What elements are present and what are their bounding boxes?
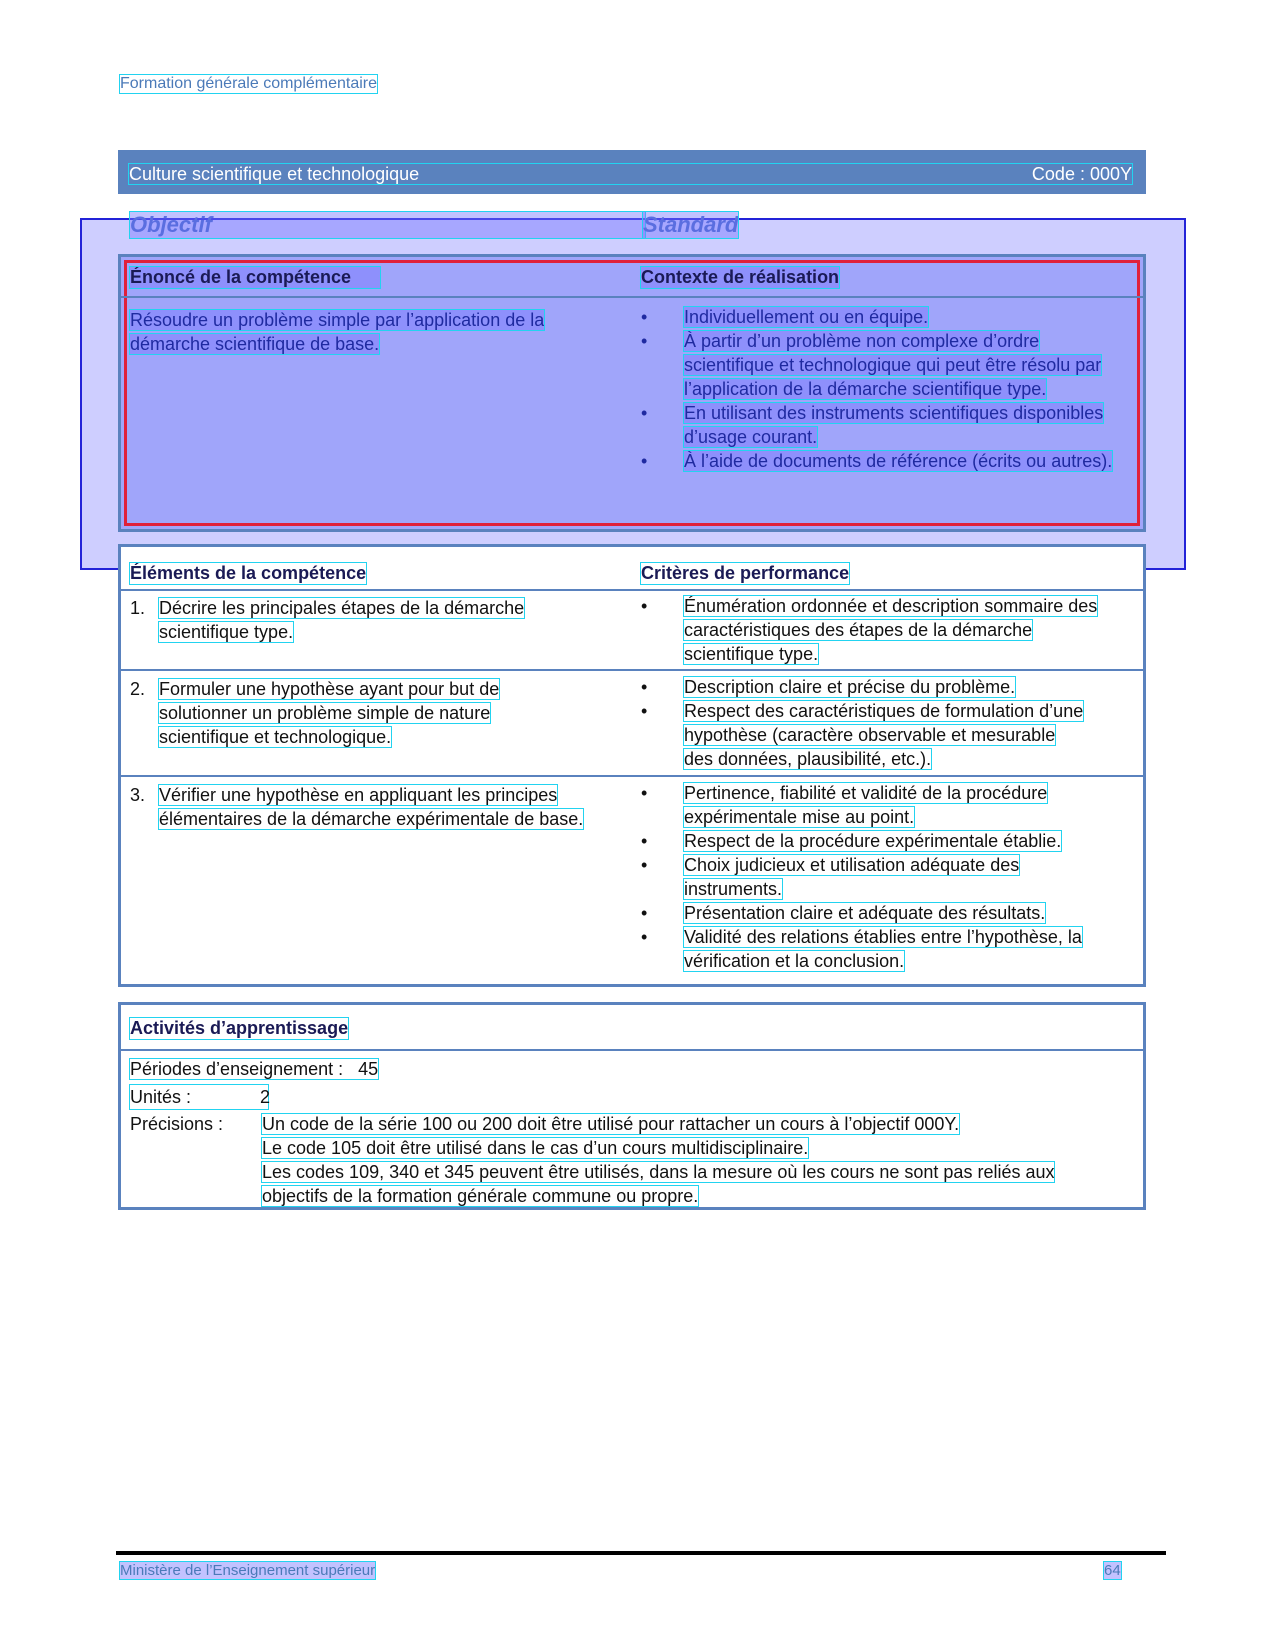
element-number: 2. [130, 679, 146, 699]
course-title-bar [118, 150, 1146, 194]
contexte-header: Contexte de réalisation [641, 267, 840, 287]
criteria-item: • Énumération ordonnée et description sommaire des caractéristiques des étapes de la démarche scientifique type. [641, 594, 1111, 666]
unites-line [130, 1085, 271, 1109]
activites-box [118, 1002, 1146, 1210]
criteria-list [641, 781, 1111, 973]
contexte-item: • À l’aide de documents de référence (écrits ou autres). [641, 449, 1121, 473]
enonce-box [118, 254, 1146, 532]
unites-label: Unités : [130, 1087, 192, 1107]
precisions-label: Précisions : [130, 1114, 224, 1134]
criteria-item: • Respect des caractéristiques de formulation d’une hypothèse (caractère observable et mesurable des données, plausibilité, etc.). [641, 699, 1086, 771]
elements-box [118, 544, 1146, 987]
objectif-heading: Objectif [130, 212, 645, 238]
table-row [121, 671, 1143, 777]
element-text: Formuler une hypothèse ayant pour but de solutionner un problème simple de nature scientifique et technologique. [159, 679, 500, 747]
periodes-line [130, 1057, 378, 1081]
criteria-item: • Validité des relations établies entre l’hypothèse, la vérification et la conclusion. [641, 925, 1111, 973]
precision-item: Un code de la série 100 ou 200 doit être utilisé pour rattacher un cours à l’objectif 000Y. [262, 1114, 960, 1134]
elements-header: Éléments de la compétence [130, 563, 367, 583]
criteria-item: • Pertinence, fiabilité et validité de la procédure expérimentale mise au point. [641, 781, 1111, 829]
table-row [121, 591, 1143, 671]
course-code: Code : 000Y [1031, 163, 1132, 184]
periodes-label: Périodes d’enseignement : [130, 1059, 344, 1079]
activites-header-row [121, 1005, 1143, 1051]
element-text: Vérifier une hypothèse en appliquant les principes élémentaires de la démarche expérimentale de base. [159, 785, 584, 829]
periodes-value: 45 [358, 1059, 379, 1079]
enonce-header: Énoncé de la compétence [130, 267, 380, 288]
criteria-item: • Choix judicieux et utilisation adéquate des instruments. [641, 853, 1111, 901]
criteres-header: Critères de performance [641, 563, 850, 583]
precision-item: Le code 105 doit être utilisé dans le cas d’un cours multidisciplinaire. [262, 1138, 809, 1158]
contexte-list [641, 305, 1121, 473]
running-header: Formation générale complémentaire [120, 75, 378, 92]
criteria-item: • Respect de la procédure expérimentale établie. [641, 829, 1111, 853]
table-row [121, 777, 1143, 977]
competence-statement: Résoudre un problème simple par l’application de la démarche scientifique de base. [130, 310, 545, 354]
criteria-item: • Description claire et précise du problème. [641, 675, 1086, 699]
contexte-item: • En utilisant des instruments scientifiques disponibles d’usage courant. [641, 401, 1121, 449]
element-number: 3. [130, 785, 146, 805]
element-text: Décrire les principales étapes de la démarche scientifique type. [159, 598, 525, 642]
unites-value: 2 [260, 1087, 271, 1107]
precisions-list [262, 1112, 1082, 1208]
page-number: 64 [1104, 1562, 1121, 1579]
standard-heading: Standard [643, 212, 739, 237]
footer-ministry: Ministère de l’Enseignement supérieur [120, 1562, 376, 1579]
criteria-item: • Présentation claire et adéquate des résultats. [641, 901, 1111, 925]
criteria-list [641, 594, 1111, 666]
element-number: 1. [130, 598, 146, 618]
precision-item: Les codes 109, 340 et 345 peuvent être utilisés, dans la mesure où les cours ne sont pas reliés aux objectifs de la formation générale commune ou propre. [262, 1162, 1055, 1206]
criteria-list [641, 675, 1086, 771]
elements-header-row [121, 547, 1143, 591]
contexte-item: • À partir d’un problème non complexe d’ordre scientifique et technologique qui peut être résolu par l’application de la démarche scientifique type. [641, 329, 1121, 401]
contexte-item: • Individuellement ou en équipe. [641, 305, 1121, 329]
course-title: Culture scientifique et technologique [129, 163, 420, 184]
footer-rule [116, 1551, 1166, 1555]
activites-header: Activités d’apprentissage [130, 1018, 349, 1038]
